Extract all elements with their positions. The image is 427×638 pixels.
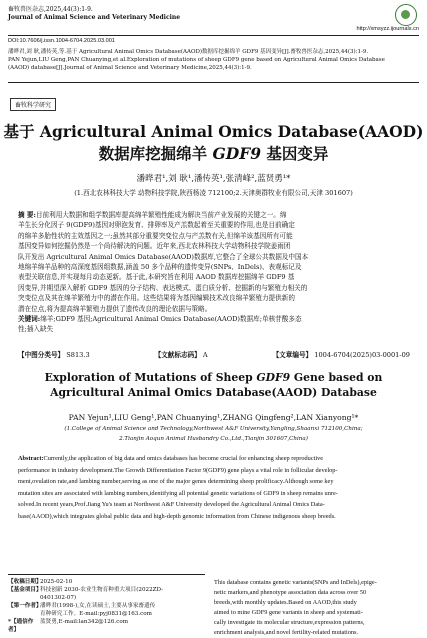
title-cn-pre: 数据库挖掘绵羊: [98, 144, 213, 163]
abstract-en-continued: [214, 578, 419, 638]
footnote-rule: [8, 574, 205, 575]
footnote-row: 【基金项目】 科技创新 2030-农业生物育种重大项目(2022ZD-: [8, 587, 164, 593]
abstract-en-line: base(AAOD),which integrates global public data and high-depth genomic information from Chinese indigenous sheep breeds.: [18, 512, 336, 520]
journal-en: Journal of Animal Science and Veterinary Medicine: [8, 14, 181, 21]
affiliation-cn: (1.西北农林科技大学 动物科技学院,陕西杨凌 712100;2.天津奥群牧业有限公司,天津 301607): [74, 189, 353, 197]
footnote-row: 【第一作者】 潘晔君(1998-),女,在读硕士,主要从事家畜遗传: [8, 603, 156, 609]
section-badge: 畜牧科学研究: [10, 98, 56, 111]
journal-url[interactable]: http://xmsyzz.ijournals.cn: [356, 26, 419, 32]
abstract-en-col2-line: This database contains genetic variants(SNPs and InDels),epige-: [214, 579, 377, 586]
abstract-en-col2-line: netic markers,and phenotype association data across over 50: [214, 589, 367, 596]
footnote-row: 【收稿日期】 2025-02-10: [8, 579, 73, 585]
abstract-cn-line: 目前利用大数据和组学数据库提高绵羊繁殖性能成为解决当前产业发展的关键之一。绵: [35, 211, 287, 219]
doi[interactable]: DOI:10.7606/j.issn.1004-6704.2025.03.001: [8, 38, 115, 44]
abstract-cn-line: 队开发出 Agricultural Animal Omics Database(AAOD)数据库,它整合了全球公共数据及中国本: [18, 252, 309, 261]
abstract-en-col2-line: enrichment analysis,and novel fertility-related mutations.: [214, 629, 359, 636]
abstract-en-col2-line: breeds,with monthly updates.Based on AAOD,this study: [214, 599, 357, 606]
abstract-cn-line: 表型关联信息,并实现每月动态更新。基于此,本研究旨在利用 AAOD 数据库挖掘绵羊 GDF9 基: [18, 273, 295, 282]
authors-en: PAN Yejun¹,LIU Geng¹,PAN Chuanying¹,ZHANG Qingfeng²,LAN Xianyong¹*: [68, 413, 359, 422]
citation-line: (AAOD) database[J].Journal of Animal Science and Veterinary Medicine,2025,44(3):1-9.: [8, 65, 252, 71]
title-en-pre: Exploration of Mutations of Sheep: [44, 371, 257, 384]
citation-rule: [8, 82, 419, 83]
journal-logo-icon: [395, 4, 417, 26]
footnote-row: 0401302-07): [40, 595, 77, 601]
clc-value: S813.3: [66, 351, 90, 359]
affiliation-en-2: 2.Tianjin Aoqun Animal Husbandry Co.,Ltd.,Tianjin 301607,China): [119, 436, 308, 442]
footnotes: [8, 578, 208, 634]
abstract-cn-line: 羊生长分化因子 9(GDF9)基因对卵泡发育、排卵率及产羔数起着至关重要的作用,也是目前确定: [18, 221, 295, 230]
keywords-line: 性;插入缺失: [18, 325, 54, 334]
abstract-cn-line: 的绵羊多胎性状的主效基因之一;虽然其部分重要突变位点与产羔数有关,但绵羊该基因所有可能: [18, 231, 293, 240]
article-no-value: 1004-6704(2025)03-0001-09: [314, 351, 410, 359]
title-en-line2: Agricultural Animal Omics Database(AAOD) Database: [50, 386, 377, 399]
affiliation-en-1: (1.College of Animal Science and Technology,Northwest A&F University,Yangling,Shaanxi 712100,China;: [64, 426, 363, 432]
abstract-en: [18, 453, 410, 522]
abstract-en-line: ment,ovulation rate,and lambing number,serving as one of the major genes determining sheep prolificacy.Although some key: [18, 478, 334, 485]
title-cn-line2: [0, 142, 427, 164]
abstract-cn-line: 地绵羊绵羊品种的高深度基因组数据,涵盖 50 多个品种的遗传变异(SNPs、InDels)、表观标记及: [18, 263, 302, 272]
header-rule: [8, 35, 419, 36]
abstract-en-line: solved.In recent years,Prof.Jiang Yu's team at Northwest A&F University developed the Agricultural Animal Omics Data-: [18, 501, 325, 508]
abstract-en-label: Abstract:: [18, 455, 44, 462]
abstract-en-line: Currently,the application of big data and omics databases has become crucial for enhancing sheep reproductive: [43, 455, 324, 462]
doc-code-label: 【文献标志码】: [154, 351, 201, 359]
abstract-cn-line: 因变异,并期望深入解析 GDF9 基因的分子结构、表达模式、蛋白质分析、挖掘新的与繁殖力相关的: [18, 283, 308, 292]
keywords-label: 关键词:: [18, 315, 41, 324]
footnote-row: 育种研究工作。E-mail:pyj0831@163.com: [40, 611, 152, 617]
running-header: [8, 6, 180, 22]
title-cn-post: 基因变异: [260, 144, 329, 163]
title-cn-gene: GDF9: [212, 144, 261, 163]
title-en-gene: GDF9: [256, 371, 291, 384]
abstract-cn-line: 基因变异如何挖掘仍然是一个尚待解决的问题。近年来,西北农林科技大学动物科技学院姜雨团: [18, 242, 291, 251]
classification-row: [18, 349, 410, 359]
clc-label: 【中图分类号】: [18, 351, 65, 359]
keywords-line: 绵羊;GDF9 基因;Agricultural Animal Omics Database(AAOD)数据库;单核苷酸多态: [40, 315, 302, 324]
citation-line: PAN Yejun,LIU Geng,PAN Chuanying,et al.Exploration of mutations of sheep GDF9 gene based on Agricultural Animal Omics Database: [8, 57, 385, 63]
doc-code-value: A: [202, 351, 208, 359]
authors-cn: 潘晔君¹,刘 耿¹,潘传英¹,张清峰²,蓝贤勇¹*: [136, 174, 291, 184]
journal-cn: 畜牧兽医杂志,2025,44(3):1-9.: [8, 6, 93, 13]
abstract-cn-line: 突变位点及其在绵羊繁殖力中的潜在作用。这些结果将为基因编辑技术改良绵羊繁殖力提供新的: [18, 294, 295, 303]
footnote-row: *【通信作者】 蓝贤勇,E-mail:lan342@126.com: [8, 619, 128, 633]
abstract-en-col2-line: aimed to mine GDF9 gene variants in sheep and systemati-: [214, 609, 363, 616]
citation-line: 潘晔君,刘 耿,潘传英,等.基于 Agricultural Animal Omics Database(AAOD)数据库挖掘绵羊 GDF9 基因变异[J].畜牧兽医杂志,2025,44(3):1-9.: [8, 49, 369, 55]
abstract-cn-label: 摘 要:: [18, 211, 36, 219]
citation-block: [8, 48, 419, 72]
abstract-cn-line: 潜在位点,将为提高绵羊繁殖力提供了遗传改良的理论依据与策略。: [18, 304, 212, 313]
abstract-cn: [18, 210, 410, 335]
title-en-post: Gene based on: [290, 371, 383, 384]
abstract-en-line: mutation sites are associated with lambing numbers,identifying all potential genetic variations of GDF9 in sheep remains unre-: [18, 489, 338, 497]
article-no-label: 【文章编号】: [272, 351, 313, 359]
abstract-en-line: performance in industry development.The Growth Differentiation Factor 9(GDF9) gene plays a vital role in follicular develop-: [18, 466, 338, 474]
abstract-en-col2-line: cally investigate its molecular structure,expression patterns,: [214, 619, 365, 626]
title-en-line1: [0, 371, 427, 384]
title-cn-line1: 基于 Agricultural Animal Omics Database(AAOD): [3, 122, 424, 141]
